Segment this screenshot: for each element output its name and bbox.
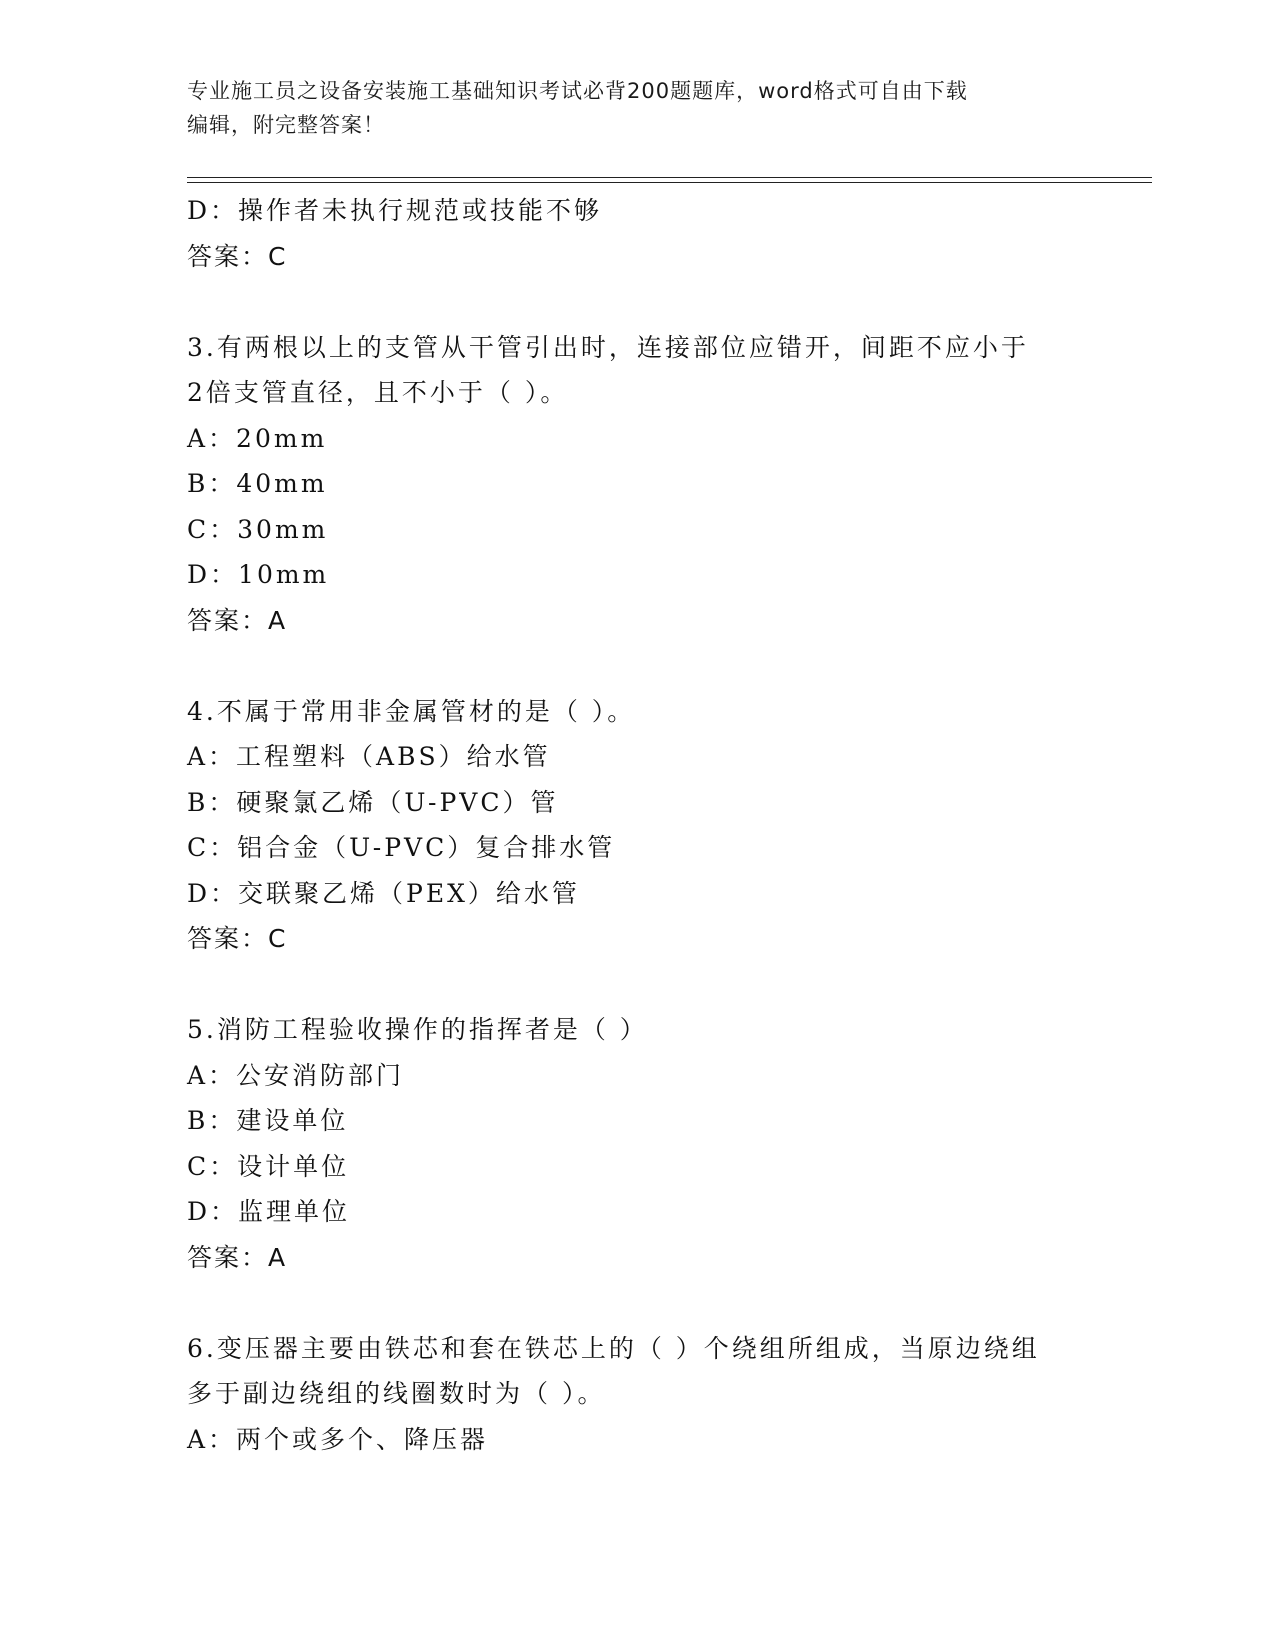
spacer [187, 962, 1147, 1008]
option-a: A：工程塑料（ABS）给水管 [187, 742, 551, 771]
header-divider-bottom [187, 182, 1152, 183]
question-stem: 2倍支管直径，且不小于（ ）。 [187, 378, 569, 407]
option-a: A：公安消防部门 [187, 1060, 405, 1090]
option-a: A：两个或多个、降压器 [187, 1424, 489, 1454]
option-c: C：铝合金（U-PVC）复合排水管 [187, 833, 616, 862]
question-2-tail [187, 188, 1147, 279]
header-title-line-2: 编辑，附完整答案！ [187, 113, 385, 137]
question-5 [187, 1007, 1147, 1280]
option-d: D：交联聚乙烯（PEX）给水管 [187, 878, 580, 908]
question-stem: 4.不属于常用非金属管材的是（ ）。 [187, 696, 636, 726]
document-body [187, 188, 1147, 1462]
question-3 [187, 325, 1147, 644]
header-title-line-1: 专业施工员之设备安装施工基础知识考试必背200题题库，word格式可自由下载 [187, 79, 968, 103]
spacer [187, 643, 1147, 689]
answer: 答案：A [187, 1242, 288, 1272]
question-stem: 5.消防工程验收操作的指挥者是（ ） [187, 1015, 648, 1044]
option-b: B：40mm [187, 469, 328, 498]
question-stem: 多于副边绕组的线圈数时为（ ）。 [187, 1379, 606, 1408]
option-d: D：操作者未执行规范或技能不够 [187, 196, 603, 225]
spacer [187, 1280, 1147, 1326]
option-b: B：硬聚氯乙烯（U-PVC）管 [187, 787, 559, 817]
option-b: B：建设单位 [187, 1106, 349, 1135]
option-d: D：10mm [187, 560, 330, 589]
option-c: C：设计单位 [187, 1151, 350, 1181]
page-header [187, 74, 1077, 142]
question-4 [187, 689, 1147, 962]
option-d: D：监理单位 [187, 1197, 351, 1226]
question-stem: 6.变压器主要由铁芯和套在铁芯上的（ ）个绕组所组成，当原边绕组 [187, 1333, 1040, 1363]
answer: 答案：C [187, 241, 288, 271]
header-divider-top [187, 177, 1152, 178]
spacer [187, 279, 1147, 325]
question-6 [187, 1326, 1147, 1463]
answer: 答案：C [187, 924, 288, 953]
option-a: A：20mm [187, 423, 328, 453]
answer: 答案：A [187, 605, 288, 635]
question-stem: 3.有两根以上的支管从干管引出时，连接部位应错开，间距不应小于 [187, 332, 1029, 362]
option-c: C：30mm [187, 514, 329, 544]
